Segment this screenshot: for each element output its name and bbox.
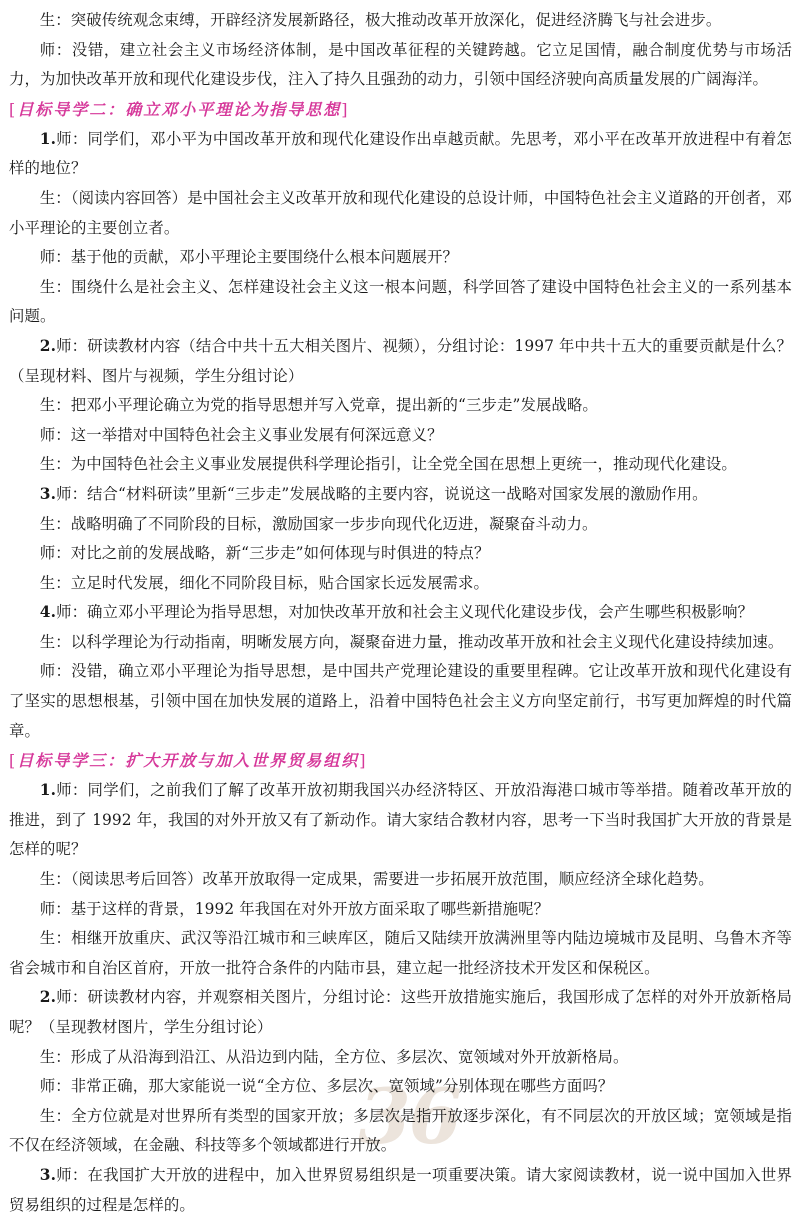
- teacher-question: 1.师：同学们，邓小平为中国改革开放和现代化建设作出卓越贡献。先思考，邓小平在改革开放进程中有着怎样的地位？: [9, 129, 792, 178]
- teacher-question: 师：非常正确，那大家能说一说“全方位、多层次、宽领域”分别体现在哪些方面吗？: [39, 1077, 614, 1096]
- student-answer: 生：突破传统观念束缚，开辟经济发展新路径，极大推动改革开放深化，促进经济腾飞与社会进步。: [39, 11, 722, 29]
- teacher-remark: 师：没错，建立社会主义市场经济体制，是中国改革征程的关键跨越。它立足国情，融合制度优势与市场活力，为加快改革开放和现代化建设步伐，注入了持久且强劲的动力，引领中国经济驶向高质量发展的广阔海洋。: [9, 40, 792, 89]
- question-number: 2.: [39, 988, 57, 1007]
- student-answer: 生：围绕什么是社会主义、怎样建设社会主义这一根本问题，科学回答了建设中国特色社会主义的一系列基本问题。: [9, 277, 792, 326]
- teacher-question: 师：基于他的贡献，邓小平理论主要围绕什么根本问题展开？: [39, 248, 459, 267]
- page-number-watermark: 36: [358, 1072, 460, 1161]
- student-answer: 生：战略明确了不同阶段的目标，激励国家一步步向现代化迈进，凝聚奋斗动力。: [39, 514, 598, 533]
- question-number: 1.: [39, 781, 57, 800]
- teacher-question: 2.师：研读教材内容（结合中共十五大相关图片、视频），分组讨论：1997 年中共十五大的重要贡献是什么？（呈现材料、图片与视频，学生分组讨论）: [9, 336, 792, 385]
- question-number: 3.: [39, 1165, 57, 1184]
- teacher-question: 1.师：同学们，之前我们了解了改革开放初期我国兴办经济特区、开放沿海港口城市等举措。随着改革开放的推进，到了 1992 年，我国的对外开放又有了新动作。请大家结合教材内容，思考一下当时我国扩大开放的背景是怎样的呢？: [9, 781, 792, 859]
- student-answer: 生：全方位就是对世界所有类型的国家开放；多层次是指开放逐步深化，有不同层次的开放区域；宽领域是指不仅在经济领域，在金融、科技等多个领域都进行开放。: [9, 1106, 792, 1155]
- question-number: 4.: [39, 603, 57, 622]
- teacher-question: 4.师：确立邓小平理论为指导思想，对加快改革开放和社会主义现代化建设步伐，会产生哪些积极影响？: [39, 603, 754, 622]
- document-page: [9, 6, 792, 1220]
- teacher-question: 3.师：结合“材料研读”里新“三步走”发展战略的主要内容，说说这一战略对国家发展的激励作用。: [39, 484, 708, 503]
- student-answer: 生：把邓小平理论确立为党的指导思想并写入党章，提出新的“三步走”发展战略。: [39, 396, 598, 415]
- student-answer: 生：形成了从沿海到沿江、从沿边到内陆，全方位、多层次、宽领域对外开放新格局。: [39, 1047, 629, 1066]
- question-number: 2.: [39, 336, 57, 355]
- teacher-remark: 师：没错，确立邓小平理论为指导思想，是中国共产党理论建设的重要里程碑。它让改革开放和现代化建设有了坚实的思想根基，引领中国在加快发展的道路上，沿着中国特色社会主义方向坚定前行，书写更加辉煌的时代篇章。: [9, 662, 792, 740]
- teacher-question: 师：对比之前的发展战略，新“三步走”如何体现与时俱进的特点？: [39, 544, 490, 563]
- teacher-question: 3.师：在我国扩大开放的进程中，加入世界贸易组织是一项重要决策。请大家阅读教材，说一说中国加入世界贸易组织的过程是怎样的。: [9, 1165, 792, 1214]
- teacher-question: 2.师：研读教材内容，并观察相关图片，分组讨论：这些开放措施实施后，我国形成了怎样的对外开放新格局呢？（呈现教材图片，学生分组讨论）: [9, 988, 792, 1036]
- question-number: 1.: [39, 129, 57, 148]
- student-answer: 生：（阅读思考后回答）改革开放取得一定成果，需要进一步拓展开放范围，顺应经济全球化趋势。: [39, 870, 714, 889]
- section-heading-goal-2: [目标导学二：确立邓小平理论为指导思想]: [9, 99, 350, 119]
- student-answer: 生：以科学理论为行动指南，明晰发展方向，凝聚奋进力量，推动改革开放和社会主义现代化建设持续加速。: [39, 632, 784, 651]
- student-answer: 生：（阅读内容回答）是中国社会主义改革开放和现代化建设的总设计师，中国特色社会主义道路的开创者，邓小平理论的主要创立者。: [9, 188, 792, 237]
- teacher-question: 师：基于这样的背景，1992 年我国在对外开放方面采取了哪些新措施呢？: [39, 899, 550, 918]
- teacher-question: 师：这一举措对中国特色社会主义事业发展有何深远意义？: [39, 425, 443, 444]
- section-heading-goal-3: [目标导学三：扩大开放与加入世界贸易组织]: [9, 751, 368, 771]
- question-number: 3.: [39, 484, 57, 503]
- student-answer: 生：相继开放重庆、武汉等沿江城市和三峡库区，随后又陆续开放满洲里等内陆边境城市及昆明、乌鲁木齐等省会城市和自治区首府，开放一批符合条件的内陆市县，建立起一批经济技术开发区和保税区。: [9, 929, 792, 977]
- student-answer: 生：立足时代发展，细化不同阶段目标，贴合国家长远发展需求。: [39, 573, 490, 592]
- student-answer: 生：为中国特色社会主义事业发展提供科学理论指引，让全党全国在思想上更统一，推动现代化建设。: [39, 455, 737, 474]
